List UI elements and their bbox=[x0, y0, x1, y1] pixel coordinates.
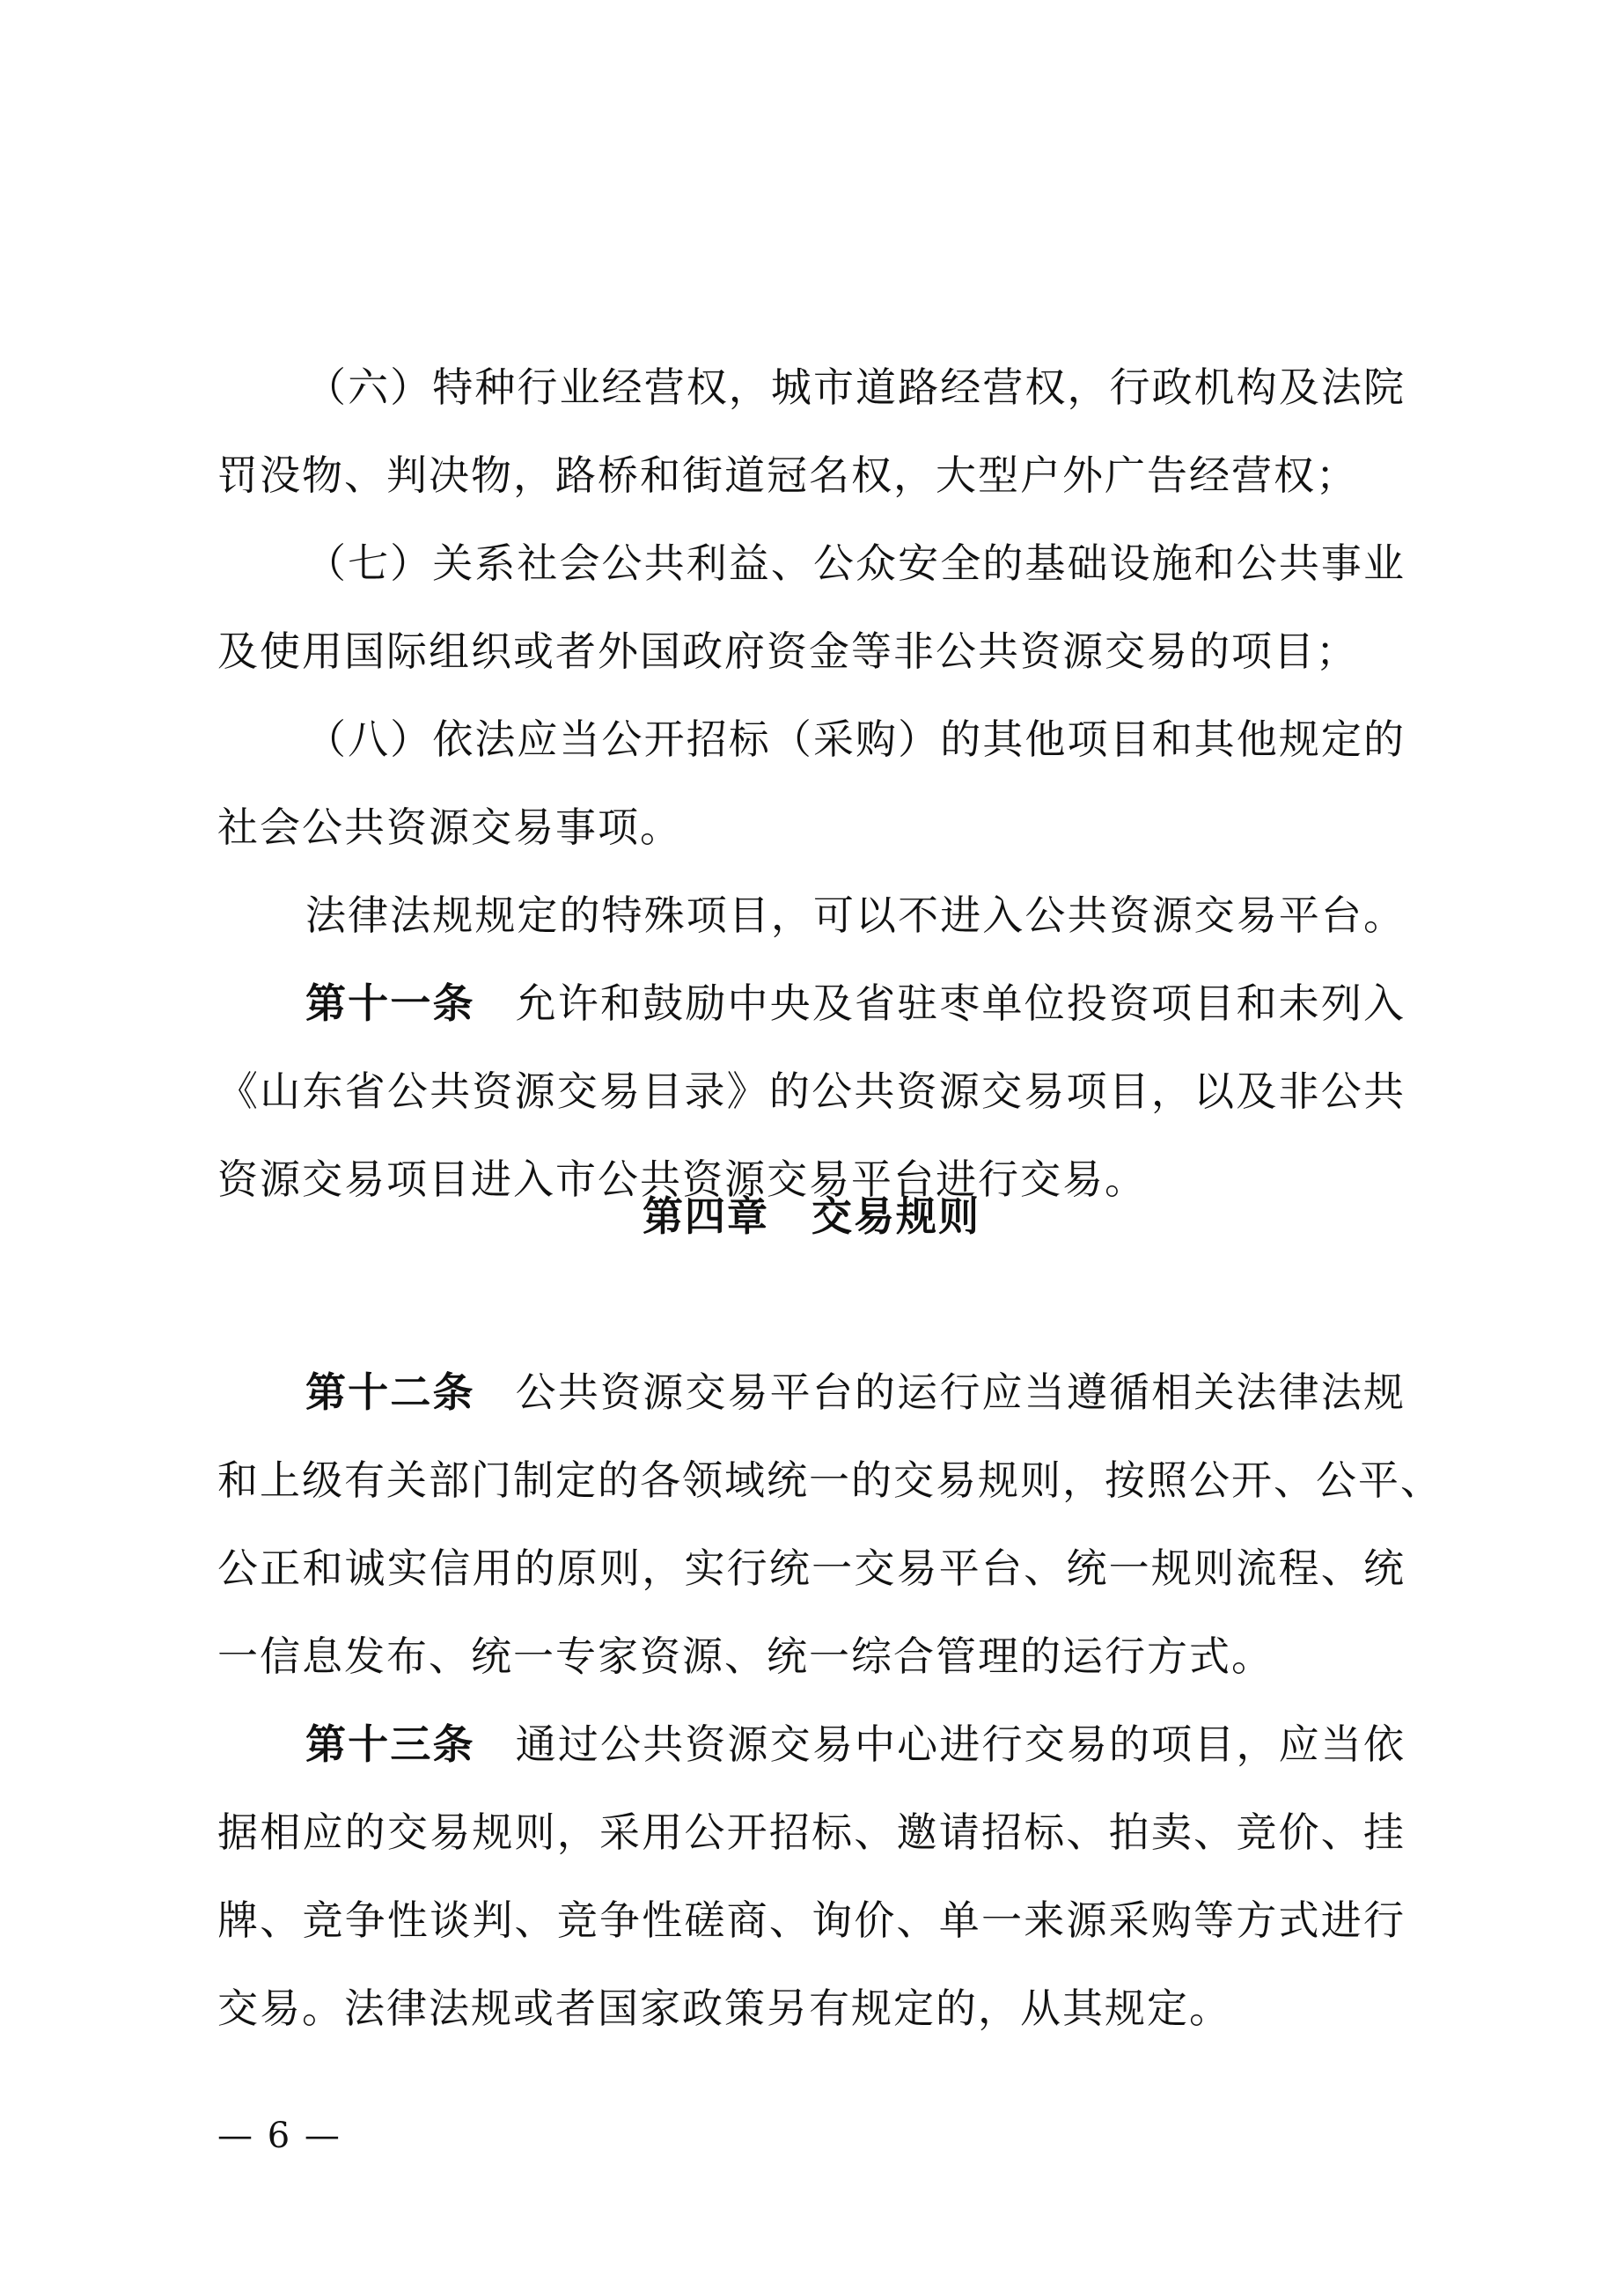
article-12 bbox=[217, 1348, 1443, 1700]
item-six-line-1: （六）特种行业经营权，城市道路经营权，行政机构及法院 bbox=[305, 363, 1406, 411]
article-12-line-2: 和上级有关部门制定的各领域统一的交易规则，按照公开、公平、 bbox=[217, 1456, 1443, 1504]
article-12-line-3: 公正和诚实信用的原则，实行统一交易平台、统一规则流程、统 bbox=[217, 1544, 1406, 1592]
article-13 bbox=[217, 1700, 1406, 2052]
special-projects-line: 法律法规规定的特殊项目，可以不进入公共资源交易平台。 bbox=[305, 891, 1406, 939]
article-11-line-1 bbox=[217, 959, 1406, 1047]
chapter-heading bbox=[0, 1172, 1623, 1260]
item-eight-line-1: （八）依法应当公开招标（采购）的其他项目和其他规定的 bbox=[305, 715, 1406, 763]
article-12-line-1 bbox=[217, 1348, 1406, 1436]
page-number: — 6 — bbox=[217, 2116, 341, 2156]
article-11-line-2: 《山东省公共资源交易目录》的公共资源交易项目，以及非公共 bbox=[217, 1067, 1406, 1115]
item-seven-line-2: 及使用国际组织或者外国政府资金等非公共资源交易的项目； bbox=[217, 627, 1358, 675]
article-11-label: 第十一条 bbox=[305, 979, 475, 1027]
article-13-line-4: 交易。法律法规或者国家政策另有规定的，从其规定。 bbox=[217, 1984, 1231, 2032]
article-13-text-1: 通过公共资源交易中心进行交易的项目，应当依 bbox=[515, 1720, 1406, 1768]
item-list-section bbox=[217, 343, 1406, 959]
chapter-title: 交易规则 bbox=[812, 1192, 980, 1240]
article-13-line-2: 据相应的交易规则，采用公开招标、邀请招标、拍卖、竞价、挂 bbox=[217, 1808, 1406, 1856]
article-12-label: 第十二条 bbox=[305, 1368, 475, 1416]
article-13-line-3: 牌、竞争性谈判、竞争性磋商、询价、单一来源采购等方式进行 bbox=[217, 1896, 1406, 1944]
article-11-text-1: 允许和鼓励中央及省驻枣单位投资项目和未列入 bbox=[515, 979, 1406, 1027]
article-13-label: 第十三条 bbox=[305, 1720, 475, 1768]
item-seven-line-1: （七）关系社会公共利益、公众安全的基础设施和公共事业 bbox=[305, 539, 1406, 587]
item-six-line-2: 罚没物、判决物，路桥和街道冠名权，大型户外广告经营权； bbox=[217, 451, 1358, 499]
article-12-text-1: 公共资源交易平台的运行应当遵循相关法律法规 bbox=[515, 1368, 1406, 1416]
chapter-number: 第四章 bbox=[643, 1192, 769, 1240]
article-13-line-1 bbox=[217, 1700, 1406, 1788]
article-11-line-3: 资源交易项目进入市公共资源交易平台进行交易。 bbox=[217, 1155, 1147, 1203]
item-eight-line-2: 社会公共资源交易事项。 bbox=[217, 803, 682, 851]
article-12-line-4: 一信息发布、统一专家资源、统一综合管理的运行方式。 bbox=[217, 1632, 1274, 1680]
